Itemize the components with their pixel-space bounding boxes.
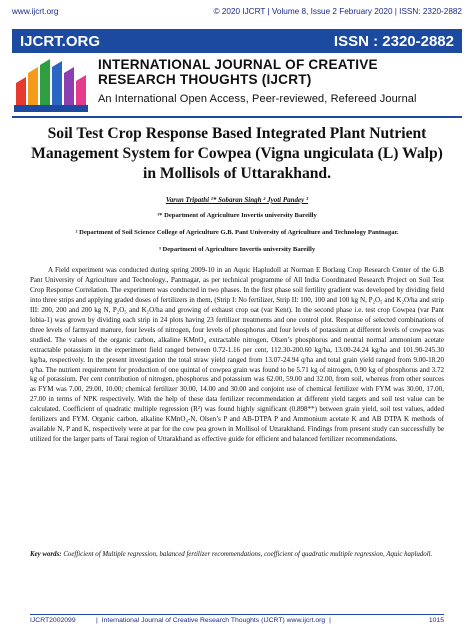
page-number: 1015 [428,617,444,624]
keywords [30,550,444,560]
journal-logo [12,55,90,113]
affiliation-3: ³ Department of Agriculture Invertis university Bareilly [158,246,316,253]
journal-name-line1: INTERNATIONAL JOURNAL OF CREATIVE [98,57,378,72]
keywords-text: Coefficient of Multiple regression, balanced fertilizer recommendations, coefficient of quadratic multiple regression, Aquic hapludoll. [63,551,433,558]
footer-separator: | [96,617,98,624]
footer-journal[interactable]: International Journal of Creative Research Thoughts (IJCRT) www.ijcrt.org [101,617,326,624]
paper-title: Soil Test Crop Response Based Integrated Plant Nutrient Management System for Cowpea (Vigna ungiculata (L) Walp) in Mollisols of Uttarakhand. [31,125,443,182]
journal-tagline: An International Open Access, Peer-reviewed, Refereed Journal [98,93,417,105]
site-url[interactable]: www.ijcrt.org [12,6,59,16]
affiliation-1: ¹* Department of Agriculture Invertis university Bareilly [157,212,317,219]
journal-name [98,57,464,87]
ijcrt-logo-icon [12,55,90,113]
keywords-label: Key words: [30,551,62,558]
abstract-text: A Field experiment was conducted during spring 2009-10 in an Aquic Hapludoll at Norman E Borlaug Crop Research Center of the G.B Pant University of Agriculture and Technology., Pantnagar, as per technical programme of All India Coordinated Research Project on Soil Test Crop Response Correlation. The experiment was conducted in two phases. In the first phase soil fertility gradient was developed by dividing field into three strips and applying graded doses of fertilizers in them, (Strip I: No fertilizer, Strip II: 100, 100 and 100 kg N, P₂O₅ and K₂O/ha and strip III: 200, 200 and 200 kg N, P₂O₅ and K₂O/ha and growing of exhaust crop oat (var Kent). In the second phase i.e. test crop Cowpea (var Pant lobia-1) was grown by dividing each strip in 24 plots having 23 fertilizer treatments and one control plot. Response of selected combinations of three levels of farmyard manure, four levels of nitrogen, four levels of phosphorus and four levels of potassium at different levels of cowpea was studied. The values of the organic carbon, alkaline KMnO₄ extractable nitrogen, Olsen’s phosphorus and neutral normal ammonium acetate extractable potassium in the experiment field ranged between 0.72-1.16 per cent, 112.30-200.60 kg/ha, 13.00-24.24 kg/ha and 101.90-245.30 kg/ha, respectively. In the present investigation the total straw yield ranged from 13.07-24.94 q/ha and total grain yield ranged from 9.00-18.20 q/ha. The nutrient requirement for production of one quintal of cowpea grain was found to be 5.71 kg of nitrogen, 0.90 kg of phosphorus and 3.72 kg of potassium. Per cent contribution of nitrogen, phosphorus and potassium was 62.00, 59.00 and 32.00, from soil, whereas from other sources as FYM was 7.00, 29.00, 10.00; chemical fertilizer 30.00, 14.00 and 30.00 and conjoint use of chemical fertilizer with FYM was 30.00, 17.00, 27.00 in terms of NPK respectively. With the help of these data fertilizer recommendation at different yield targets and soil test value can be calculated. Coefficient of quadratic multiple regression (R²) was found highly significant (0.898**) between grain yield, soil test values, added fertilizers and FYM. Organic carbon, alkaline KMnO₄-N, Olsen’s P and AB-DTPA P and Ammonium acetate K and AB DTPA K methods of available N, P and K, respectively were at par for the cow pea grown in Mollisol of Uttarakhand. Findings from present study can successfully be utilized for the larger parts of Tarai region of Uttarakhand as effective guide for efficient and balanced fertilizer recommendations. [30,266,444,444]
page-header [12,5,462,17]
journal-banner [12,29,462,53]
brand-label: IJCRT.ORG [20,32,101,50]
author-list: Varun Tripathi ¹* Sobaran Singh ² Jyoti Pandey ³ [165,196,309,204]
page-footer [30,614,444,624]
header-divider [12,116,462,118]
journal-name-line2: RESEARCH THOUGHTS (IJCRT) [98,72,312,87]
affiliation-2: ² Department of Soil Science College of Agriculture G.B. Pant University of Agriculture and Technology Pantnagar. [75,229,399,236]
paper-id: IJCRT2002099 [30,617,76,624]
footer-separator: | [329,617,331,624]
issn-label: ISSN : 2320-2882 [333,32,454,50]
issue-info: © 2020 IJCRT | Volume 8, Issue 2 February 2020 | ISSN: 2320-2882 [213,6,462,16]
